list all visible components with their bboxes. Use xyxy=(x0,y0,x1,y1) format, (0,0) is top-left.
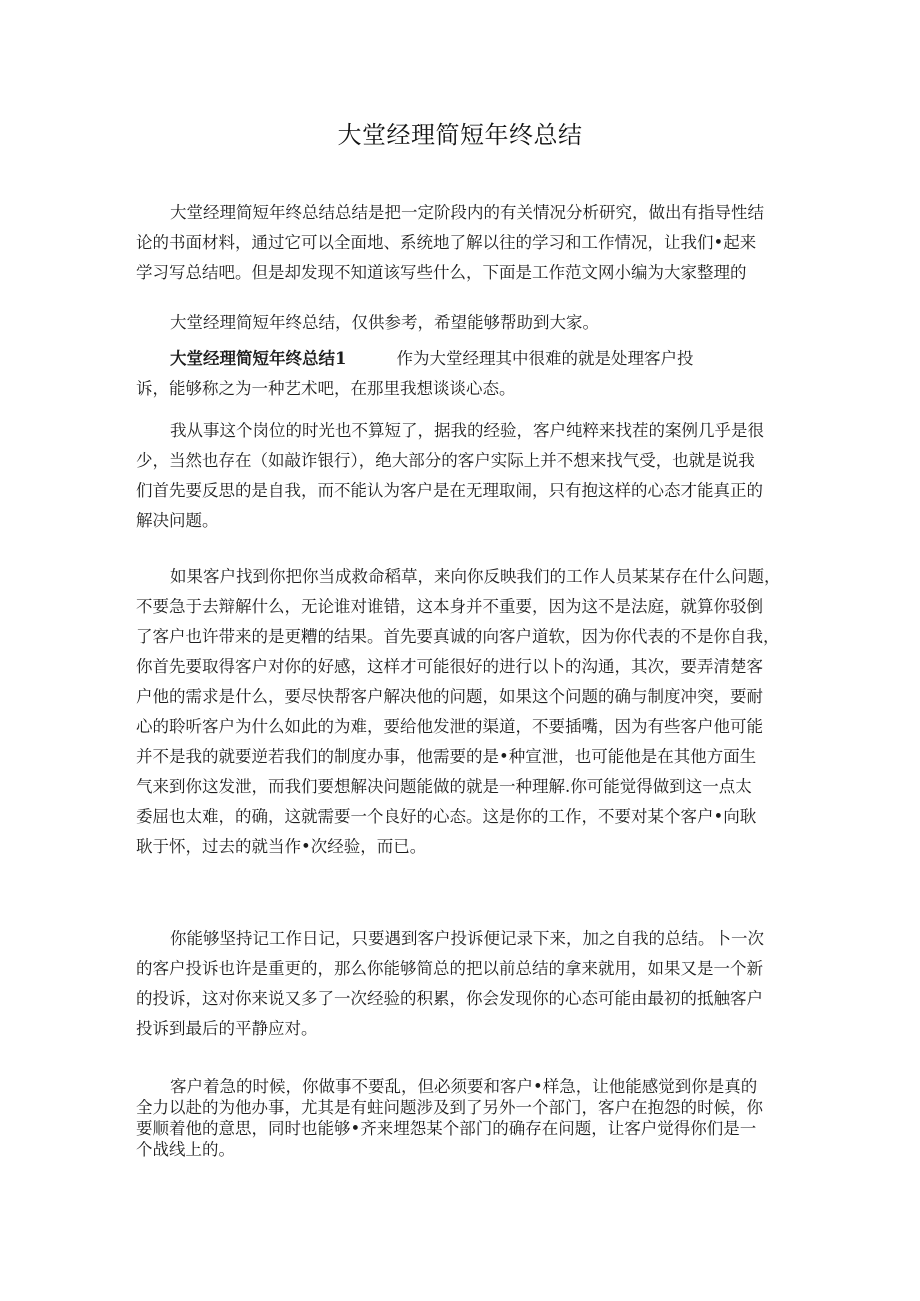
text-line: 并不是我的就要逆若我们的制度办事，他需要的是•种宣泄，也可能他是在其他方面生 xyxy=(136,747,757,766)
text-line: 你能够坚持记工作日记，只要遇到客户投诉便记录下来，加之自我的总结。卜一次 xyxy=(170,929,764,948)
text-line xyxy=(136,344,784,374)
document-title: 大堂经理简短年终总结 xyxy=(337,121,583,149)
text-line: 了客户也许带来的是更糟的结果。首先要真诚的向客户道软，因为你代表的不是你自我， xyxy=(136,627,780,646)
text-fragment: 作为大堂经理其中很难的就是处理客户投 xyxy=(396,349,694,368)
text-line: 户他的需求是什么，要尽快帮客户解决他的问题，如果这个问题的确与制度冲突，要耐 xyxy=(136,687,763,706)
text-line: 的投诉，这对你来说又多了一次经验的积累，你会发现你的心态可能由最初的抵触客户 xyxy=(136,989,763,1008)
text-line: 耿于怀，过去的就当作•次经验，而已。 xyxy=(136,837,427,856)
paragraph-journal xyxy=(136,924,784,1044)
paragraph-intro xyxy=(136,198,784,288)
paragraph-urgency xyxy=(136,1076,784,1160)
paragraph-section-1 xyxy=(136,344,784,404)
text-line: 如果客户找到你把你当成救命稻草，来向你反映我们的工作人员某某存在什么问题， xyxy=(170,567,781,586)
text-line: 个战线上的。 xyxy=(136,1140,235,1159)
text-line: 心的聆听客户为什么如此的为难，要给他发泄的渠道，不要插嘴，因为有些客户他可能 xyxy=(136,717,763,736)
text-line: 大堂经理简短年终总结，仅供参考，希望能够帮助到大家。 xyxy=(170,313,599,332)
text-line: 气来到你这发泄，而我们要想解决问题能做的就是一种理解.你可能觉得做到这一点太 xyxy=(136,777,752,796)
paragraph-handling xyxy=(136,562,784,862)
text-line: 全力以赴的为他办事，尤其是有蛀问题涉及到了另外一个部门，客户在抱怨的时候，你 xyxy=(136,1098,763,1117)
text-line: 客户着急的时候，你做事不要乱，但必须要和客户•样急，让他能感觉到你是真的 xyxy=(170,1077,758,1096)
text-line: 投诉到最后的平静应对。 xyxy=(136,1019,318,1038)
text-line: 大堂经理简短年终总结总结是把一定阶段内的有关情况分析研究，做出有指导性结 xyxy=(170,203,764,222)
text-line: 的客户投诉也许是重更的，那么你能够简总的把以前总结的拿来就用，如果又是一个新 xyxy=(136,959,763,978)
text-line: 学习写总结吧。但是却发现不知道该写些什么，下面是工作范文网小编为大家整理的 xyxy=(136,263,747,282)
text-line: 我从事这个岗位的时光也不算短了，据我的经验，客户纯粹来找茬的案例几乎是很 xyxy=(170,421,764,440)
text-line: 解决问题。 xyxy=(136,511,219,530)
text-line: 要顺着他的意思，同时也能够•齐来埋怨某个部门的确存在问题，让客户觉得你们是一 xyxy=(136,1119,757,1138)
text-line: 诉，能够称之为一种艺术吧，在那里我想谈谈心态。 xyxy=(136,379,516,398)
text-line: 不要急于去辩解什么，无论谁对谁错，这本身并不重要，因为这不是法庭，就算你驳倒 xyxy=(136,597,763,616)
text-line: 们首先要反思的是自我，而不能认为客户是在无理取闹，只有抱这样的心态才能真正的 xyxy=(136,481,763,500)
text-line: 委屈也太难，的确，这就需要一个良好的心态。这是你的工作，不要对某个客户•向耿 xyxy=(136,807,757,826)
text-line: 你首先要取得客户对你的好感，这样才可能很好的进行以卜的沟通，其次，要弄清楚客 xyxy=(136,657,763,676)
paragraph-intro-end xyxy=(136,308,784,338)
text-line: 少，当然也存在（如敲诈银行），绝大部分的客户实际上并不想来找气受，也就是说我 xyxy=(136,451,755,470)
section-heading: 大堂经理简短年终总结1 xyxy=(170,349,347,368)
paragraph-experience xyxy=(136,416,784,536)
text-line: 论的书面材料，通过它可以全面地、系统地了解以往的学习和工作情况，让我们•起来 xyxy=(136,233,757,252)
